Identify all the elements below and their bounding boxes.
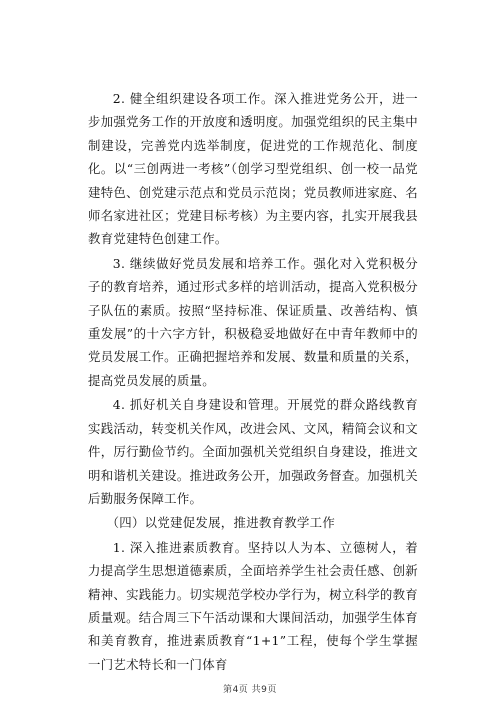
section-heading: （四）以党建促发展，推进教育教学工作 <box>106 515 336 531</box>
paragraph-agency-management: 4. 抓好机关自身建设和管理。开展党的群众路线教育实践活动，转变机关作风，改进会风、文风，精简会议和文件，厉行勤俭节约。全面加强机关党组织自身建设，推进文明和谐机关建设。推进政务公开，加强政务督查。加强机关后勤服务保障工作。 <box>88 397 418 506</box>
paragraph-party-organization: 2. 健全组织建设各项工作。深入推进党务公开，进一步加强党务工作的开放度和透明度。加强党组织的民主集中制建设，完善党内选举制度，促进党的工作规范化、制度化。以“三创两进一考核”（创学习型党组织、创一校一品党建特色、创党建示范点和党员示范岗；党员教师进家庭、名师名家进社区；党建目标考核）为主要内容，扎实开展我县教育党建特色创建工作。 <box>88 91 418 247</box>
paragraph-member-development: 3. 继续做好党员发展和培养工作。强化对入党积极分子的教育培养，通过形式多样的培训活动，提高入党积极分子队伍的素质。按照“坚持标准、保证质量、改善结构、慎重发展”的十六字方针，积极稳妥地做好在中青年教师中的党员发展工作。正确把握培养和发展、数量和质量的关系，提高党员发展的质量。 <box>88 255 418 388</box>
page-number-footer: 第4页 共9页 <box>223 685 277 695</box>
paragraph-quality-education: 1. 深入推进素质教育。坚持以人为本、立德树人，着力提高学生思想道德素质，全面培养学生社会责任感、创新精神、实践能力。切实规范学校办学行为，树立科学的教育质量观。结合周三下午活动课和大课间活动，加强学生体育和美育教育，推进素质教育“1+1”工程，使每个学生掌握一门艺术特长和一门体育 <box>88 539 418 672</box>
document-body <box>88 87 418 677</box>
